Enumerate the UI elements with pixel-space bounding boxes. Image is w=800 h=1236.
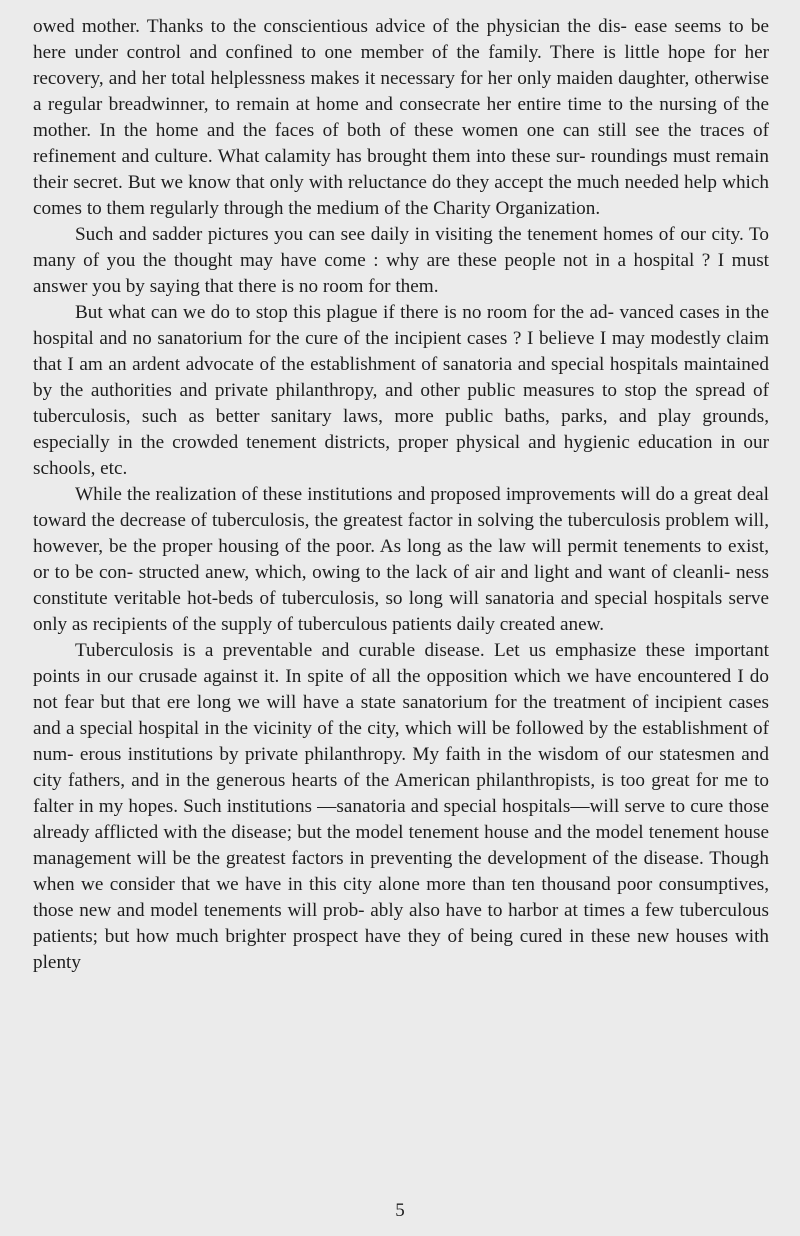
body-text xyxy=(33,14,769,976)
paragraph-continuation: owed mother. Thanks to the conscientious advice of the physician the dis- ease seems to be here under control and confined to one member of the family. There is little hope for her recovery, and her total helplessness makes it necessary for her only maiden daughter, otherwise a regular breadwinner, to remain at home and consecrate her entire time to the nursing of the mother. In the home and the faces of both of these women one can still see the traces of refinement and culture. What calamity has brought them into these sur- roundings must remain their secret. But we know that only with reluctance do they accept the much needed help which comes to them regularly through the medium of the Charity Organization. xyxy=(33,16,769,219)
paragraph: But what can we do to stop this plague if there is no room for the ad- vanced cases in the hospital and no sanatorium for the cure of the incipient cases ? I believe I may modestly claim that I am an ardent advocate of the establishment of sanatoria and special hospitals maintained by the authorities and private philanthropy, and other public measures to stop the spread of tuberculosis, such as better sanitary laws, more public baths, parks, and play grounds, especially in the crowded tenement districts, proper physical and hygienic education in our schools, etc. xyxy=(33,302,769,479)
paragraph: While the realization of these institutions and proposed improvements will do a great deal toward the decrease of tuberculosis, the greatest factor in solving the tuberculosis problem will, however, be the proper housing of the poor. As long as the law will permit tenements to exist, or to be con- structed anew, which, owing to the lack of air and light and want of cleanli- ness constitute veritable hot-beds of tuberculosis, so long will sanatoria and special hospitals serve only as recipients of the supply of tuberculous patients daily created anew. xyxy=(33,484,769,635)
page-number: 5 xyxy=(395,1200,405,1221)
paragraph: Such and sadder pictures you can see daily in visiting the tenement homes of our city. To many of you the thought may have come : why are these people not in a hospital ? I must answer you by saying that there is no room for them. xyxy=(33,224,769,297)
paragraph: Tuberculosis is a preventable and curable disease. Let us emphasize these important points in our crusade against it. In spite of all the opposition which we have encountered I do not fear but that ere long we will have a state sanatorium for the treatment of incipient cases and a special hospital in the vicinity of the city, which will be followed by the establishment of num- erous institutions by private philanthropy. My faith in the wisdom of our statesmen and city fathers, and in the generous hearts of the American philanthropists, is too great for me to falter in my hopes. Such institutions —sanatoria and special hospitals—will serve to cure those already afflicted with the disease; but the model tenement house and the model tenement house management will be the greatest factors in preventing the development of the disease. Though when we consider that we have in this city alone more than ten thousand poor consumptives, those new and model tenements will prob- ably also have to harbor at times a few tuberculous patients; but how much brighter prospect have they of being cured in these new houses with plenty xyxy=(33,640,769,973)
